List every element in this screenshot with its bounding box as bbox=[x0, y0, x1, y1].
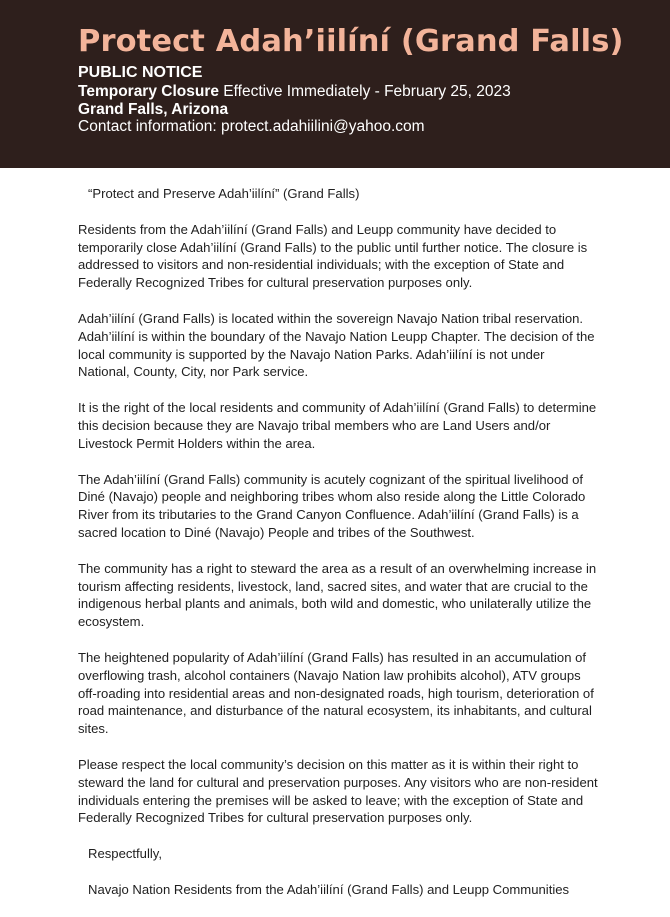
paragraph-1: Residents from the Adah’iilíní (Grand Falls) and Leupp community have decided to temporarily close Adah’iilíní (Grand Falls) to the public until further notice. The closure is addressed to visitors and non-residential individuals; with the exception of State and Federally Recognized Tribes for cultural preservation purposes only. bbox=[78, 221, 588, 291]
location-line: Grand Falls, Arizona bbox=[78, 101, 229, 118]
public-notice-label: PUBLIC NOTICE bbox=[78, 64, 203, 81]
closure-date: Effective Immediately - February 25, 2023 bbox=[218, 83, 511, 100]
page-title: Protect Adah’iilíní (Grand Falls) bbox=[78, 24, 624, 59]
paragraph-4: The Adah’iilíní (Grand Falls) community is acutely cognizant of the spiritual livelihood of Diné (Navajo) people and neighboring tribes whom also reside along the Little Colorado River from its tributaries to the Grand Canyon Confluence. Adah’iilíní (Grand Falls) is a sacred location to Diné (Navajo) People and tribes of the Southwest. bbox=[78, 471, 586, 540]
notice-body bbox=[78, 185, 598, 917]
paragraph-6: The heightened popularity of Adah’iilíní (Grand Falls) has resulted in an accumulation of overflowing trash, alcohol containers (Navajo Nation law prohibits alcohol), ATV groups off-roading into residential areas and non-designated roads, high tourism, deterioration of road maintenance, and disturbance of the natural ecosystem, its inhabitants, and cultural sites. bbox=[78, 649, 594, 737]
closure-line bbox=[78, 83, 511, 101]
paragraph-5: The community has a right to steward the area as a result of an overwhelming increase in tourism affecting residents, livestock, land, sacred sites, and water that are crucial to the indigenous herbal plants and animals, both wild and domestic, who unilaterally utilize the ecosystem. bbox=[78, 560, 597, 630]
closing-line: Respectfully, bbox=[88, 846, 162, 862]
quote-line: “Protect and Preserve Adah’iilíní” (Grand Falls) bbox=[88, 186, 360, 201]
signature-line: Navajo Nation Residents from the Adah’iilíní (Grand Falls) and Leupp Communities bbox=[88, 881, 570, 897]
paragraph-2: Adah’iilíní (Grand Falls) is located within the sovereign Navajo Nation tribal reservation. Adah’iilíní is within the boundary of the Navajo Nation Leupp Chapter. The decision of the local community is supported by the Navajo Nation Parks. Adah’iilíní is not under National, County, City, nor Park service. bbox=[78, 310, 595, 380]
paragraph-7: Please respect the local community’s decision on this matter as it is within their right to steward the land for cultural and preservation purposes. Any visitors who are non-resident individuals entering the premises will be asked to leave; with the exception of State and Federally Recognized Tribes for cultural preservation purposes only. bbox=[78, 756, 598, 826]
notice-header bbox=[0, 0, 670, 168]
paragraph-3: It is the right of the local residents and community of Adah’iilíní (Grand Falls) to determine this decision because they are Navajo tribal members who are Land Users and/or Livestock Permit Holders within the area. bbox=[78, 400, 597, 451]
contact-line: Contact information: protect.adahiilini@yahoo.com bbox=[78, 118, 425, 135]
closure-label: Temporary Closure bbox=[78, 83, 219, 100]
